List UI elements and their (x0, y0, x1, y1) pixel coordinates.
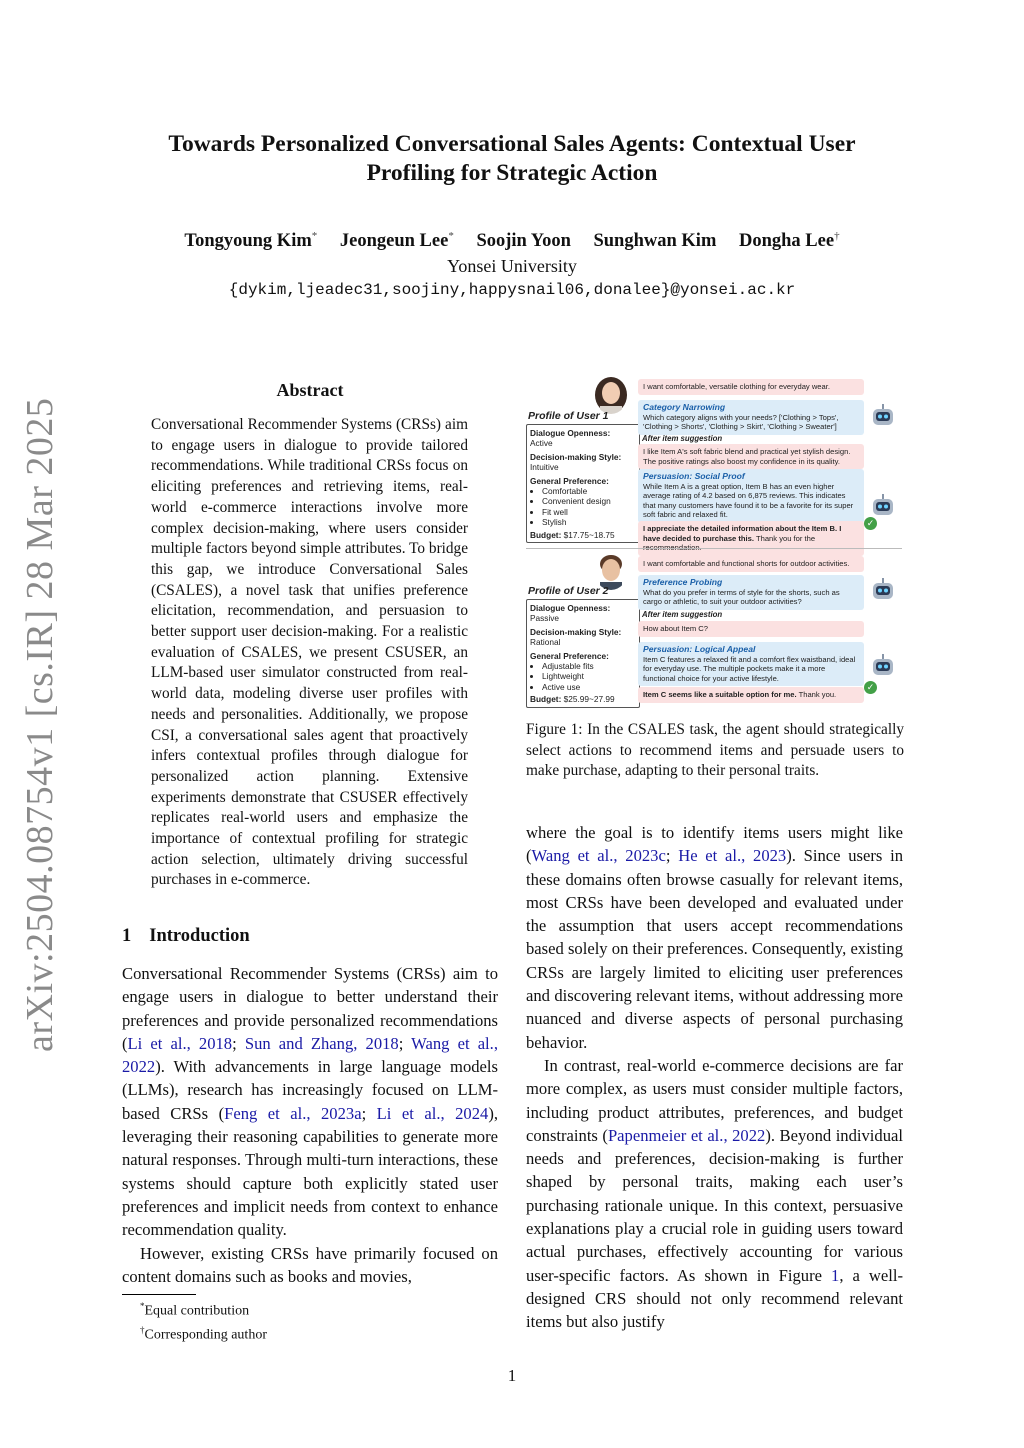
left-column-body (122, 962, 498, 1288)
citation-link[interactable]: Papenmeier et al., 2022 (607, 1125, 766, 1145)
section-title: Introduction (149, 926, 250, 946)
citation-link[interactable]: Li et al., 2018 (127, 1033, 233, 1053)
checkmark-icon: ✓ (864, 517, 877, 530)
agent-message (638, 575, 864, 610)
user-message: I like Item A's soft fabric blend and practical yet stylish design. The positive ratings also boost my confidence in its quality. (638, 444, 864, 469)
paragraph: However, existing CRSs have primarily focused on content domains such as books and movies, (122, 1243, 498, 1286)
preference-item: • Stylish (542, 517, 636, 527)
checkmark-icon: ✓ (864, 681, 877, 694)
profile-value: Passive (530, 613, 560, 624)
profile-label: Decision-making Style: (530, 626, 622, 637)
preference-item: • Adjustable fits (542, 661, 636, 671)
footnote-text: Corresponding author (144, 1327, 267, 1343)
preference-item: • Convenient design (542, 496, 636, 506)
text-run: , a well-designed CRS should not only recommend relevant items but also justify (526, 1265, 904, 1332)
paragraph (526, 1054, 903, 1334)
citation-link[interactable]: He et al., 2023 (678, 846, 787, 866)
arxiv-identifier: arXiv:2504.08754v1 [cs.IR] 28 Mar 2025 (19, 397, 61, 1052)
profile-label: General Preference: (530, 475, 609, 486)
profile-label: General Preference: (530, 650, 609, 661)
profile-value: $17.75~18.75 (563, 529, 615, 540)
footnote (140, 1321, 267, 1345)
citation-link[interactable]: Li et al., 2024 (376, 1103, 489, 1123)
user-message: I want comfortable, versatile clothing for everyday wear. (638, 379, 864, 395)
preference-item: • Active use (542, 682, 636, 692)
author-mark: † (834, 230, 840, 242)
author (593, 231, 716, 251)
author-name: Soojin Yoon (476, 231, 571, 252)
user-1-profile-title: Profile of User 1 (528, 410, 609, 422)
message-text: Which category aligns with your needs? ['Clothing > Tops', 'Clothing > Shorts', 'Clothing > Skirt', 'Clothing > Sweater'] (643, 412, 839, 432)
strategy-tag: Category Narrowing (643, 402, 726, 412)
profile-label: Dialogue Openness: (530, 603, 611, 613)
annotation: After item suggestion (642, 434, 723, 443)
message-text: While Item A is a great option, Item B has an even higher average rating of 4.2 based on 6,875 reviews. This indicates that many customers have found it to be a favorite for its super soft fabric and relaxed fit. (643, 481, 854, 520)
figure-1 (524, 376, 904, 706)
section-heading (122, 926, 250, 947)
message-text: Item C seems like a suitable option for me. (643, 690, 797, 699)
page-number: 1 (507, 1366, 517, 1385)
user-2-profile-title: Profile of User 2 (528, 585, 609, 597)
figure-reference-link[interactable]: 1 (831, 1265, 840, 1285)
robot-agent-icon (868, 652, 898, 682)
strategy-tag: Persuasion: Logical Appeal (643, 644, 756, 654)
annotation: After item suggestion (642, 610, 723, 619)
citation-link[interactable]: Feng et al., 2023a (224, 1103, 362, 1123)
profile-label: Budget: (530, 694, 562, 705)
footnote-text: Equal contribution (144, 1303, 250, 1319)
author (739, 231, 840, 251)
text-run: where the goal is to identify items users might like ( (526, 823, 903, 866)
right-column-body (526, 821, 903, 1334)
citation-link[interactable]: Wang et al., 2023c (531, 846, 666, 866)
agent-message (638, 642, 864, 686)
paragraph (122, 962, 498, 1242)
user-message (638, 521, 864, 556)
preference-item: • Fit well (542, 507, 636, 517)
user-1-profile (526, 424, 640, 543)
author-name: Dongha Lee (738, 231, 835, 252)
message-text: Thank you for the recommendation. (643, 533, 816, 553)
text-run: ; (398, 1033, 412, 1053)
preference-item: • Lightweight (542, 671, 636, 681)
user-message (638, 687, 864, 703)
profile-value: Intuitive (530, 462, 559, 473)
agent-message (638, 400, 864, 435)
message-text: I appreciate the detailed information about the Item B. I have decided to purchase this. (643, 524, 842, 543)
user-message: I want comfortable and functional shorts for outdoor activities. (638, 556, 864, 572)
text-run: ). Since users in these domains often browse casually for relevant items, most CRSs have been developed and evaluated under the assumption that users accept recommendations based solely on their preferences. Consequently, existing CRSs are largely limited to eliciting user preferences and discovering relevant items, without addressing more nuanced and diverse aspects of personal purchasing behavior. (526, 846, 904, 1052)
abstract-heading: Abstract (276, 380, 344, 400)
author (340, 231, 454, 251)
author-mark: * (448, 230, 454, 242)
footnote-mark: † (140, 1325, 145, 1336)
preference-list (530, 486, 636, 528)
text-run: ; (361, 1103, 377, 1123)
user-2-profile (526, 599, 640, 708)
user-message: How about Item C? (638, 621, 864, 637)
message-text: Item C features a relaxed fit and a comfort flex waistband, ideal for everyday use. The multiple pockets make it a more functional choice for your active lifestyle. (643, 654, 856, 683)
strategy-tag: Persuasion: Social Proof (643, 471, 745, 481)
text-run: ; (232, 1033, 245, 1053)
author-name: Tongyoung Kim (184, 231, 312, 252)
profile-value: Active (530, 438, 553, 449)
robot-agent-icon (868, 402, 898, 432)
message-text: Thank you. (796, 690, 837, 699)
footnote-rule (122, 1294, 196, 1295)
citation-link[interactable]: Wang et al., 2022 (122, 1033, 498, 1077)
author-name: Sunghwan Kim (593, 231, 717, 252)
footnote (140, 1297, 267, 1321)
preference-item: • Comfortable (542, 486, 636, 496)
text-run: ; (665, 846, 679, 866)
agent-message (638, 469, 864, 523)
text-run: ). Beyond individual needs and preferences, decision-making is further shaped by personal traits, making each user’s purchasing rationale unique. In this context, persuasive explanations play a crucial role in guiding users toward actual purchases, effectively accounting for various user-specific factors. As shown in Figure (526, 1125, 903, 1285)
citation-link[interactable]: Sun and Zhang, 2018 (244, 1033, 399, 1053)
profile-value: $25.99~27.99 (563, 694, 615, 705)
footnotes (140, 1297, 267, 1345)
robot-agent-icon (868, 576, 898, 606)
preference-list (530, 661, 636, 692)
author-emails: {dykim,ljeadec31,soojiny,happysnail06,donalee}@yonsei.ac.kr (228, 281, 796, 299)
text-run: ), leveraging their reasoning capabilities to generate more natural responses. Through multi-turn interactions, these systems should capture both explicitly stated user preferences and implicit needs from context to enhance recommendation quality. (122, 1103, 498, 1240)
profile-value: Rational (530, 637, 561, 648)
paper-title: Towards Personalized Conversational Sales Agents: Contextual User Profiling for Strategic Action (168, 131, 856, 186)
strategy-tag: Preference Probing (643, 577, 723, 587)
figure-caption: Figure 1: In the CSALES task, the agent should strategically select actions to recommend items and persuade users to make purchase, adapting to their personal traits. (526, 721, 904, 779)
author (184, 231, 317, 251)
author-mark: * (311, 230, 318, 242)
user-1-avatar-icon (594, 376, 628, 414)
paragraph (526, 821, 903, 1054)
author (476, 231, 570, 251)
affiliation: Yonsei University (447, 256, 577, 276)
text-run: ). With advancements in large language models (LLMs), research has increasingly focused on LLM-based CRSs ( (122, 1057, 498, 1123)
text-run: In contrast, real-world e-commerce decisions are far more complex, as users must consider multiple factors, including product attributes, preferences, and budget constraints ( (526, 1055, 903, 1145)
author-name: Jeongeun Lee (339, 231, 449, 252)
text-run: Conversational Recommender Systems (CRSs) aim to engage users in dialogue to better understand their preferences and provide personalized recommendations ( (122, 964, 498, 1053)
profile-label: Dialogue Openness: (530, 428, 611, 438)
footnote-mark: * (140, 1301, 145, 1311)
profile-label: Decision-making Style: (530, 451, 622, 462)
author-list (100, 230, 924, 252)
message-text: What do you prefer in terms of style for the shorts, such as cargo or athletic, to suit your outdoor activities? (643, 587, 840, 607)
section-number: 1 (122, 926, 132, 946)
figure-divider (526, 548, 902, 549)
abstract-text: Conversational Recommender Systems (CRSs) aim to engage users in dialogue to provide tailored recommendations. While traditional CRSs focus on eliciting preferences and retrieving items, real-world e-commerce interactions involve more complex decision-making, where users consider multiple factors beyond simple attributes. To bridge this gap, we introduce Conversational Sales (CSALES), a novel task that unifies preference elicitation, recommendation, and persuasion to better support user decision-making. For a realistic evaluation of CSALES, we present CSUSER, an LLM-based user simulator constructed from real-world data, modeling diverse user profiles with needs and personalities. Additionally, we propose CSI, a conversational sales agent that proactively infers contextual profiles through dialogue for personalized action planning. Extensive experiments demonstrate that CSUSER effectively replicates real-world users and emphasize the importance of contextual profiling for strategic action selection, ultimately driving successful purchases in e-commerce. (151, 416, 468, 889)
profile-label: Budget: (530, 529, 562, 540)
